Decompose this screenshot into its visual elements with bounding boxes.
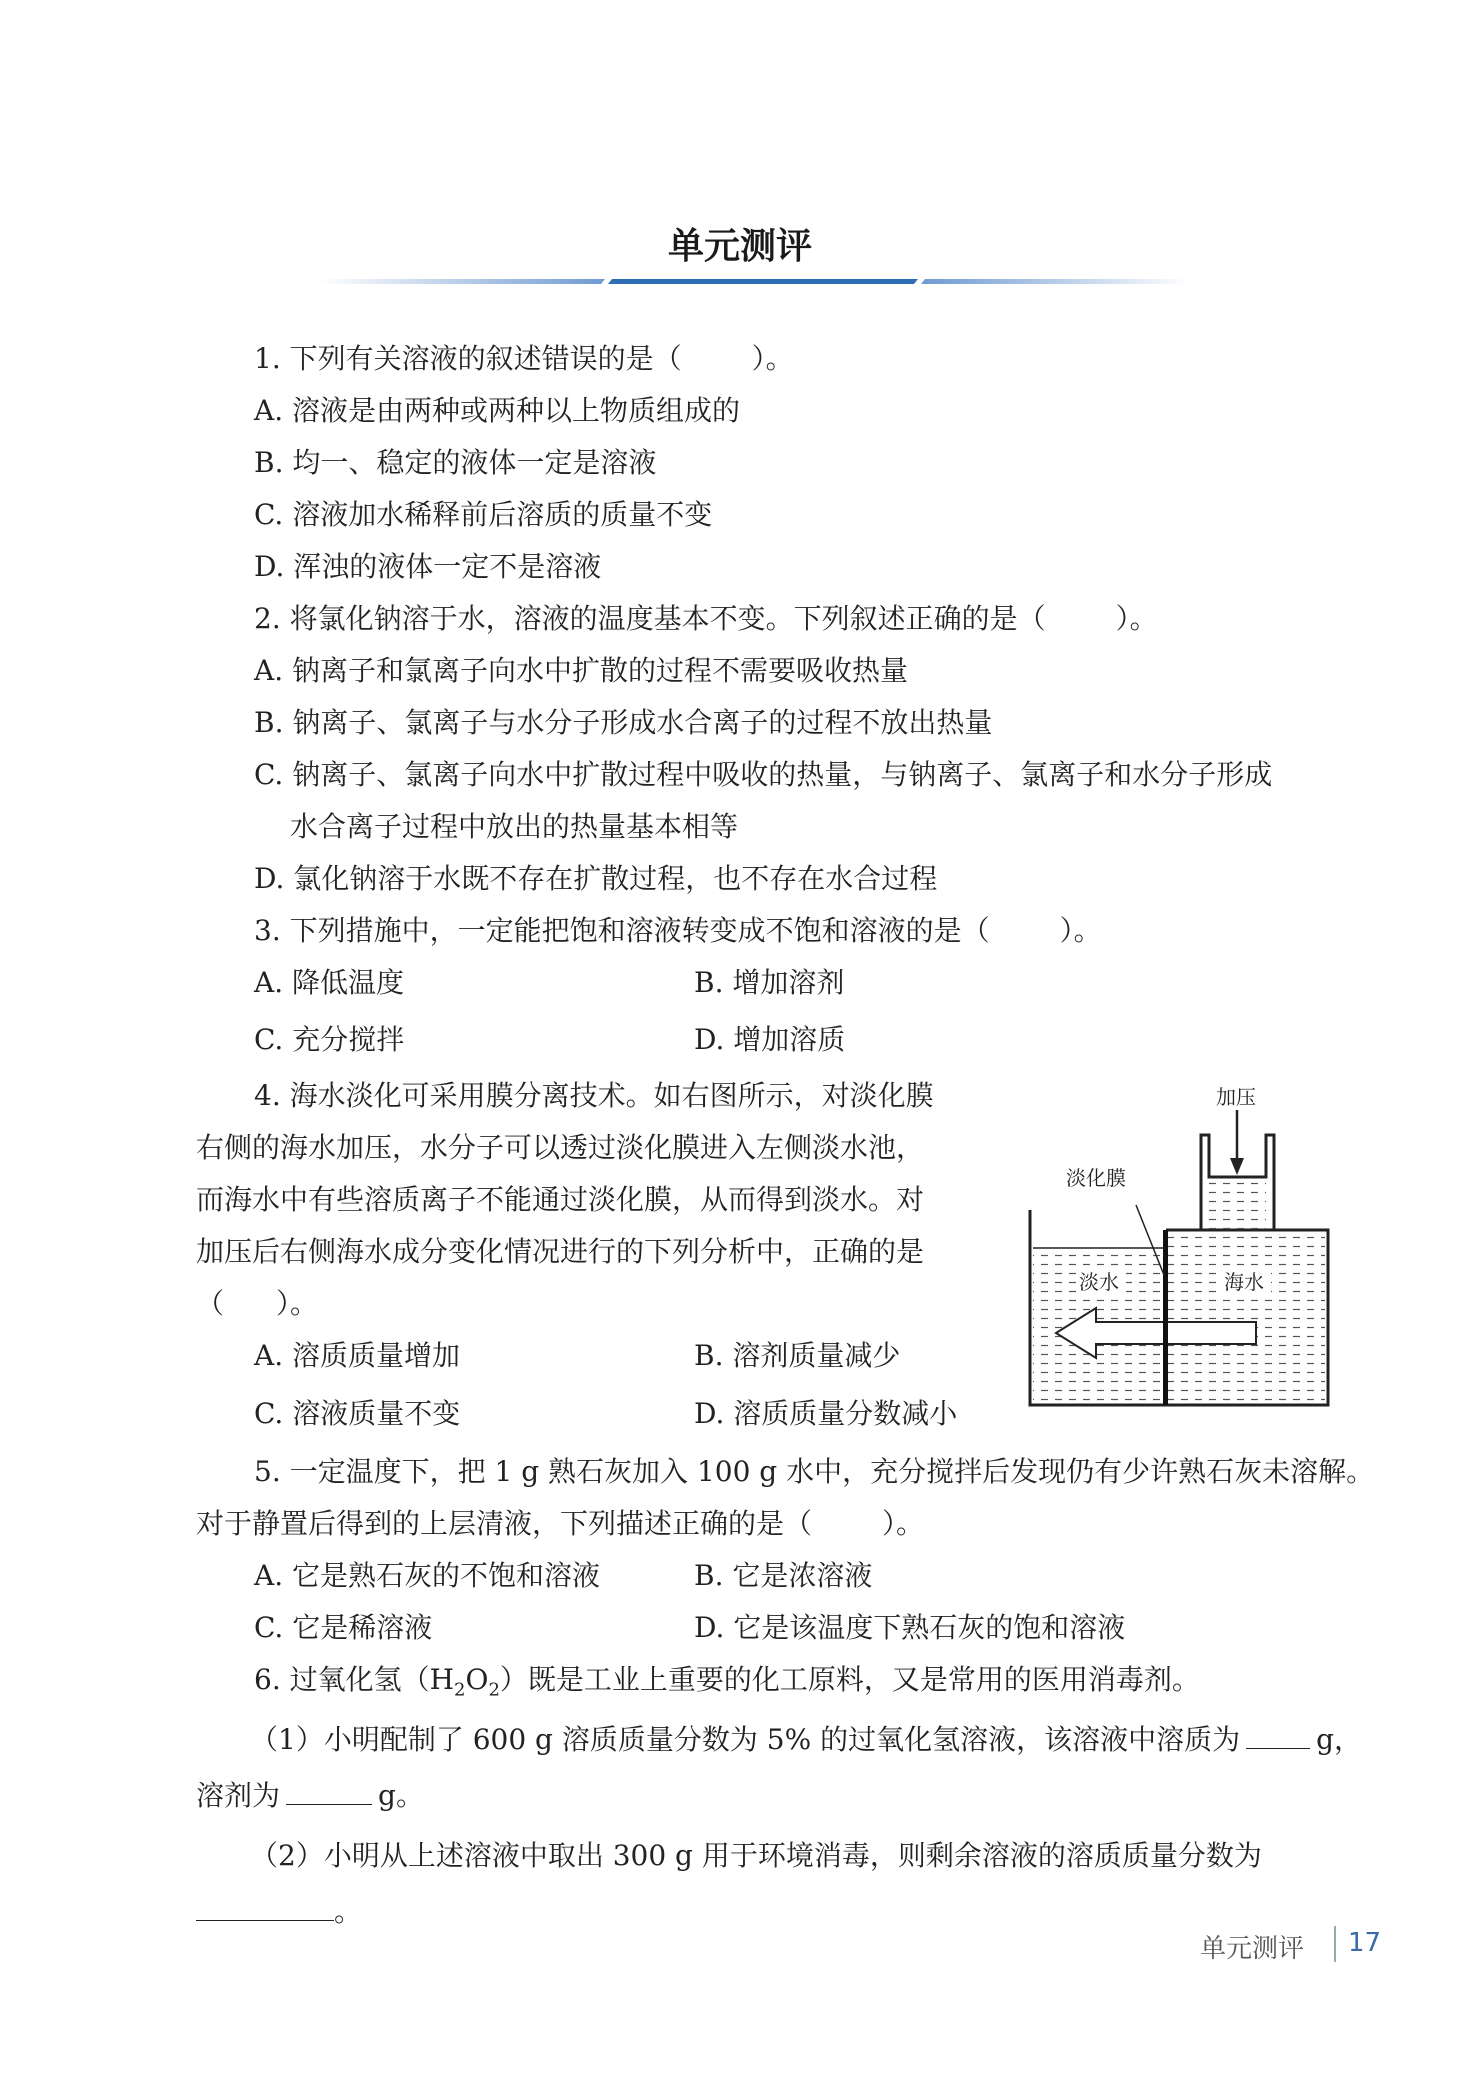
q2-option-c-line1: C. 钠离子、氯离子向水中扩散过程中吸收的热量，与钠离子、氯离子和水分子形成 xyxy=(254,758,1273,791)
q6-part1-line1 xyxy=(250,1722,1362,1758)
q6-sub2: 2 xyxy=(488,1679,500,1701)
q6-stem-c: ）既是工业上重要的化工原料，又是常用的医用消毒剂。 xyxy=(499,1663,1200,1696)
q4-line1: 4. 海水淡化可采用膜分离技术。如右图所示，对淡化膜 xyxy=(254,1079,934,1112)
q5-option-d: D. 它是该温度下熟石灰的饱和溶液 xyxy=(694,1611,1126,1644)
q6-part2-line2 xyxy=(196,1894,362,1930)
q2-stem-end: ）。 xyxy=(1115,602,1158,635)
q5-line2-text: 对于静置后得到的上层清液，下列描述正确的是（ xyxy=(196,1507,813,1540)
sea-water-pool xyxy=(1168,1232,1325,1402)
q5-line2-end: ）。 xyxy=(882,1507,925,1540)
q6-part2-line1: （2）小明从上述溶液中取出 300 g 用于环境消毒，则剩余溶液的溶质质量分数为 xyxy=(250,1839,1262,1872)
q2-option-d: D. 氯化钠溶于水既不存在扩散过程，也不存在水合过程 xyxy=(254,862,938,895)
q6-part1-text: （1）小明配制了 600 g 溶质质量分数为 5% 的过氧化氢溶液，该溶液中溶质为 xyxy=(250,1723,1241,1756)
q4-line4: 加压后右侧海水成分变化情况进行的下列分析中，正确的是 xyxy=(196,1235,925,1268)
q1-stem xyxy=(254,341,794,377)
q1-option-d: D. 浑浊的液体一定不是溶液 xyxy=(254,550,602,583)
q2-option-c-line2: 水合离子过程中放出的热量基本相等 xyxy=(290,810,739,843)
q4-option-c: C. 溶液质量不变 xyxy=(254,1397,461,1430)
q6-stem xyxy=(254,1662,1200,1709)
q1-option-a: A. 溶液是由两种或两种以上物质组成的 xyxy=(254,394,741,427)
q5-option-a: A. 它是熟石灰的不饱和溶液 xyxy=(254,1559,601,1592)
piston-water xyxy=(1209,1177,1266,1230)
q1-option-b: B. 均一、稳定的液体一定是溶液 xyxy=(254,446,657,479)
q3-option-c: C. 充分搅拌 xyxy=(254,1023,405,1056)
q6-solvent-unit: g。 xyxy=(378,1779,424,1812)
sea-water-label: 海水 xyxy=(1224,1270,1264,1294)
q1-option-c: C. 溶液加水稀释前后溶质的质量不变 xyxy=(254,498,713,531)
q4-paren xyxy=(196,1286,318,1322)
q4-paren-open: （ xyxy=(196,1287,225,1320)
membrane-label: 淡化膜 xyxy=(1066,1166,1126,1190)
solvent-mass-blank[interactable] xyxy=(286,1778,372,1805)
desalination-diagram xyxy=(1026,1080,1366,1420)
q4-line2: 右侧的海水加压，水分子可以透过淡化膜进入左侧淡水池， xyxy=(196,1131,925,1164)
q3-option-b: B. 增加溶剂 xyxy=(694,966,845,999)
q4-option-d: D. 溶质质量分数减小 xyxy=(694,1397,958,1430)
q4-option-a: A. 溶质质量增加 xyxy=(254,1339,461,1372)
q6-part1-unit: g， xyxy=(1316,1723,1363,1756)
fresh-water-label: 淡水 xyxy=(1079,1270,1119,1294)
q4-paren-close: ）。 xyxy=(276,1287,319,1320)
q3-stem-end: ）。 xyxy=(1059,914,1102,947)
q6-sub1: 2 xyxy=(454,1679,466,1701)
q1-stem-end: ）。 xyxy=(751,342,794,375)
title-rule xyxy=(320,276,1190,286)
q3-option-d: D. 增加溶质 xyxy=(694,1023,846,1056)
q6-stem-b: O xyxy=(465,1663,489,1696)
q2-stem-text: 2. 将氯化钠溶于水，溶液的温度基本不变。下列叙述正确的是（ xyxy=(254,602,1046,635)
mass-fraction-blank[interactable] xyxy=(196,1894,334,1921)
q4-line3: 而海水中有些溶质离子不能通过淡化膜，从而得到淡水。对 xyxy=(196,1183,925,1216)
q3-stem-text: 3. 下列措施中，一定能把饱和溶液转变成不饱和溶液的是（ xyxy=(254,914,990,947)
pressure-label: 加压 xyxy=(1216,1085,1256,1109)
q1-stem-text: 1. 下列有关溶液的叙述错误的是（ xyxy=(254,342,682,375)
q6-stem-a: 6. 过氧化氢（H xyxy=(254,1663,455,1696)
solute-mass-blank[interactable] xyxy=(1246,1722,1310,1749)
q3-option-a: A. 降低温度 xyxy=(254,966,405,999)
q4-option-b: B. 溶剂质量减少 xyxy=(694,1339,901,1372)
q2-option-b: B. 钠离子、氯离子与水分子形成水合离子的过程不放出热量 xyxy=(254,706,993,739)
q5-line2 xyxy=(196,1506,924,1542)
q6-part1-line2 xyxy=(196,1778,424,1814)
membrane xyxy=(1163,1230,1168,1405)
q5-option-c: C. 它是稀溶液 xyxy=(254,1611,433,1644)
q5-option-b: B. 它是浓溶液 xyxy=(694,1559,873,1592)
q3-stem xyxy=(254,913,1102,949)
footer-section-label: 单元测评 xyxy=(1200,1934,1305,1964)
q5-line1: 5. 一定温度下，把 1 g 熟石灰加入 100 g 水中，充分搅拌后发现仍有少许熟石灰未溶解。 xyxy=(254,1455,1375,1488)
footer-divider xyxy=(1334,1926,1336,1962)
page-number: 17 xyxy=(1348,1928,1382,1958)
q6-part2-end: 。 xyxy=(334,1895,363,1928)
q6-solvent-text: 溶剂为 xyxy=(196,1779,281,1812)
page-title: 单元测评 xyxy=(667,226,812,267)
q2-stem xyxy=(254,601,1158,637)
q2-option-a: A. 钠离子和氯离子向水中扩散的过程不需要吸收热量 xyxy=(254,654,909,687)
